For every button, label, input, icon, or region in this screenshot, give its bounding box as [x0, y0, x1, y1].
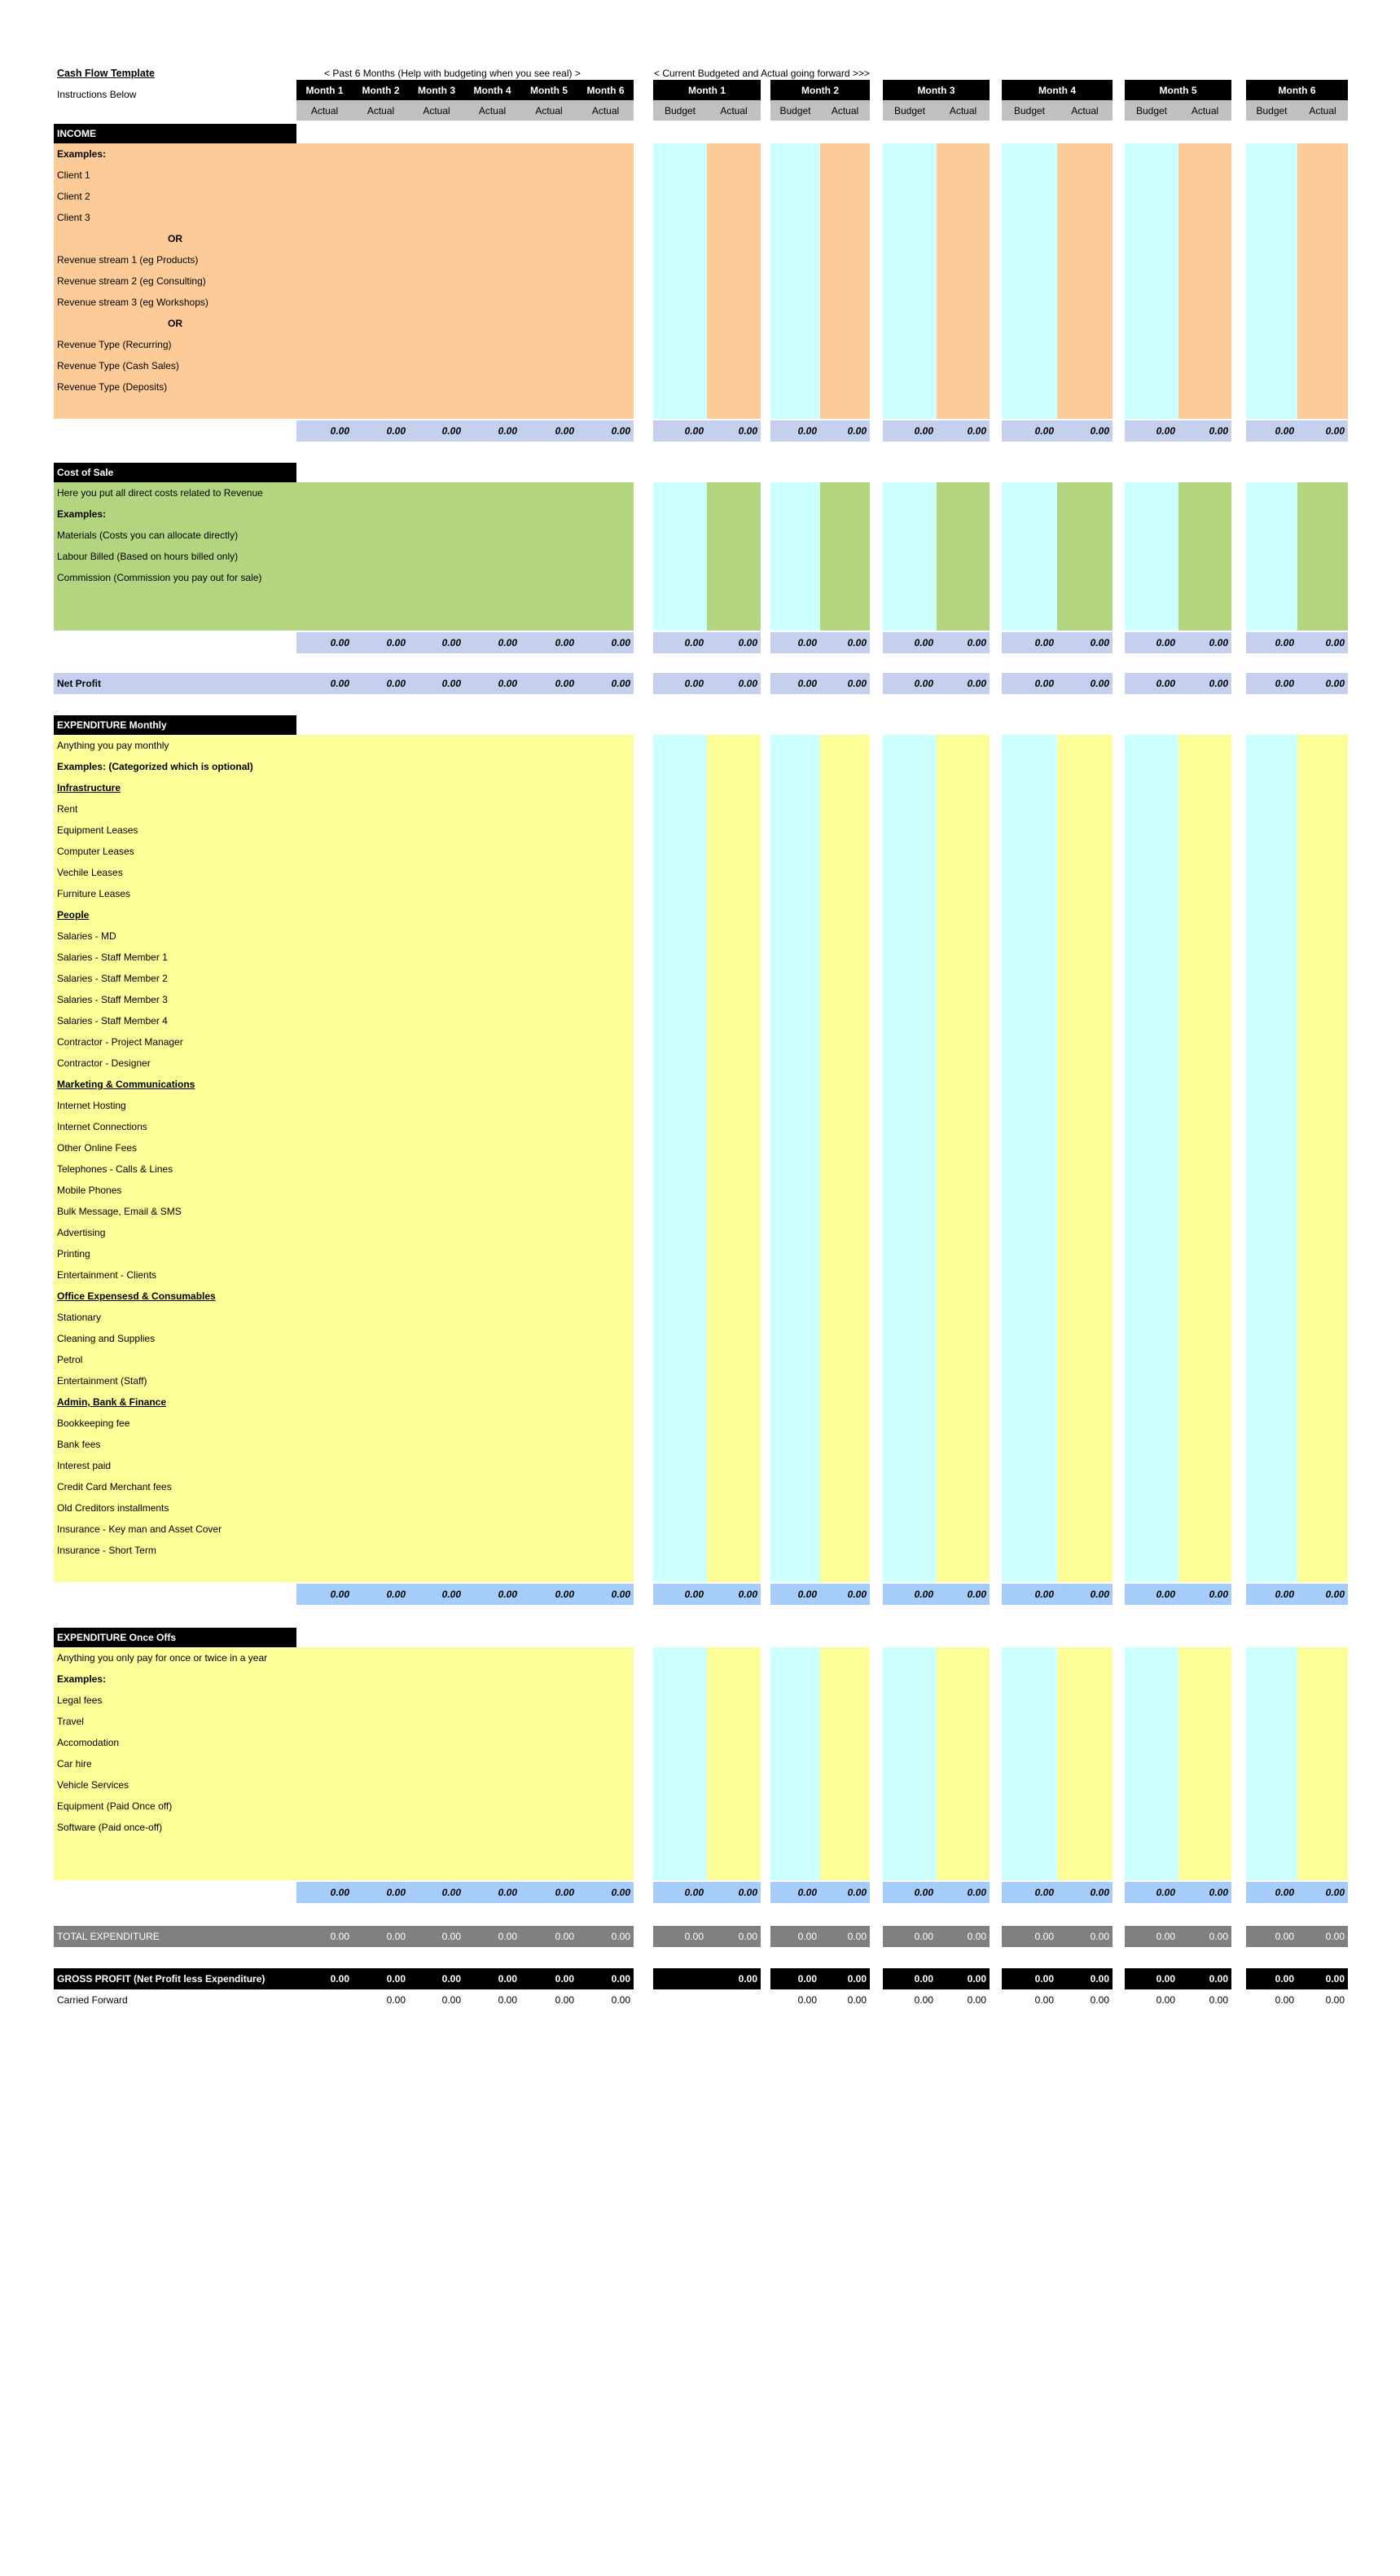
total-expenditure-budget-value: 0.00 — [883, 1926, 937, 1947]
monthly-actual-column[interactable] — [937, 735, 990, 1582]
carried-forward-actual-value: 0.00 — [1090, 1994, 1109, 2006]
net-profit-actual-value: 0.00 — [1178, 673, 1231, 694]
monthly-header: EXPENDITURE Monthly — [54, 715, 296, 735]
monthly-row-label: Furniture Leases — [57, 888, 131, 899]
income-actual-column[interactable] — [937, 143, 990, 419]
once-budget-column[interactable] — [883, 1647, 937, 1880]
monthly-row-label: Examples: (Categorized which is optional) — [57, 761, 253, 772]
past-month-header: Month 5 — [520, 80, 577, 100]
cost-total-budget-value: 0.00 — [653, 632, 707, 653]
monthly-row-label: Rent — [57, 803, 78, 815]
income-total-past-value: 0.00 — [464, 420, 520, 442]
once-total-actual-value: 0.00 — [820, 1882, 870, 1903]
income-budget-column[interactable] — [1246, 143, 1297, 419]
future-actual-header: Actual — [707, 100, 761, 121]
carried-forward-budget-value: 0.00 — [1156, 1994, 1175, 2006]
monthly-row-label: Cleaning and Supplies — [57, 1333, 156, 1344]
carried-forward-budget-value: 0.00 — [914, 1994, 933, 2006]
income-row-label: Client 1 — [57, 169, 90, 181]
gross-profit-label: GROSS PROFIT (Net Profit less Expenditure) — [54, 1968, 296, 1989]
once-row-label: Anything you only pay for once or twice in a year — [57, 1652, 268, 1664]
monthly-total-past-value: 0.00 — [296, 1584, 353, 1605]
income-total-budget-value: 0.00 — [770, 420, 820, 442]
monthly-row-label: Stationary — [57, 1312, 102, 1323]
cost-budget-column[interactable] — [1002, 482, 1057, 631]
cost-actual-column[interactable] — [1178, 482, 1231, 631]
income-total-past-value: 0.00 — [520, 420, 577, 442]
future-month-header: Month 3 — [883, 80, 990, 100]
monthly-row-label: Old Creditors installments — [57, 1502, 169, 1514]
total-expenditure-actual-value: 0.00 — [1178, 1926, 1231, 1947]
monthly-row-label: Salaries - Staff Member 3 — [57, 994, 168, 1005]
income-actual-column[interactable] — [1297, 143, 1348, 419]
income-budget-column[interactable] — [1125, 143, 1178, 419]
cost-row-label: Labour Billed (Based on hours billed only) — [57, 551, 239, 562]
monthly-row-label: Salaries - Staff Member 2 — [57, 973, 168, 984]
cost-row-label: Here you put all direct costs related to Revenue — [57, 487, 263, 499]
monthly-total-budget-value: 0.00 — [1125, 1584, 1178, 1605]
once-total-budget-value: 0.00 — [653, 1882, 707, 1903]
monthly-actual-column[interactable] — [707, 735, 761, 1582]
past-month-header: Month 4 — [464, 80, 520, 100]
carried-forward-budget-value: 0.00 — [1034, 1994, 1054, 2006]
income-total-actual-value: 0.00 — [1297, 420, 1348, 442]
income-actual-column[interactable] — [1057, 143, 1113, 419]
cost-budget-column[interactable] — [1125, 482, 1178, 631]
monthly-total-budget-value: 0.00 — [653, 1584, 707, 1605]
once-actual-column[interactable] — [1057, 1647, 1113, 1880]
monthly-row-label: Other Online Fees — [57, 1142, 138, 1154]
carried-forward-past-value: 0.00 — [555, 1994, 574, 2006]
income-total-past-value: 0.00 — [353, 420, 409, 442]
total-expenditure-budget-value: 0.00 — [1125, 1926, 1178, 1947]
cost-budget-column[interactable] — [883, 482, 937, 631]
net-profit-past-value: 0.00 — [577, 673, 634, 694]
cost-total-budget-value: 0.00 — [1002, 632, 1057, 653]
once-total-past-value: 0.00 — [520, 1882, 577, 1903]
future-actual-header: Actual — [1178, 100, 1231, 121]
income-header: INCOME — [54, 124, 296, 143]
income-row-label: OR — [168, 318, 182, 329]
carried-forward-actual-value: 0.00 — [847, 1994, 867, 2006]
monthly-row-label: Admin, Bank & Finance — [57, 1396, 167, 1408]
net-profit-actual-value: 0.00 — [1057, 673, 1113, 694]
net-profit-budget-value: 0.00 — [770, 673, 820, 694]
cost-row-label: Commission (Commission you pay out for sale) — [57, 572, 262, 583]
monthly-row-label: Equipment Leases — [57, 824, 138, 836]
future-month-header: Month 6 — [1246, 80, 1348, 100]
once-row-label: Examples: — [57, 1673, 107, 1685]
cost-total-past-value: 0.00 — [464, 632, 520, 653]
gross-profit-budget-value: 0.00 — [883, 1968, 937, 1989]
gross-profit-actual-value: 0.00 — [1178, 1968, 1231, 1989]
once-actual-column[interactable] — [707, 1647, 761, 1880]
net-profit-budget-value: 0.00 — [1246, 673, 1297, 694]
once-total-actual-value: 0.00 — [1178, 1882, 1231, 1903]
once-actual-column[interactable] — [1297, 1647, 1348, 1880]
gross-profit-actual-value: 0.00 — [707, 1968, 761, 1989]
once-total-actual-value: 0.00 — [1297, 1882, 1348, 1903]
once-row-label: Vehicle Services — [57, 1779, 129, 1791]
monthly-total-past-value: 0.00 — [464, 1584, 520, 1605]
total-expenditure-budget-value: 0.00 — [653, 1926, 707, 1947]
past-actual-header: Actual — [520, 100, 577, 121]
cost-actual-column[interactable] — [1297, 482, 1348, 631]
monthly-row-label: Advertising — [57, 1227, 106, 1238]
carried-forward-past-value: 0.00 — [441, 1994, 461, 2006]
monthly-row-label: Anything you pay monthly — [57, 740, 169, 751]
monthly-budget-column[interactable] — [883, 735, 937, 1582]
income-total-past-value: 0.00 — [577, 420, 634, 442]
cost-total-budget-value: 0.00 — [1246, 632, 1297, 653]
cost-total-past-value: 0.00 — [577, 632, 634, 653]
once-total-budget-value: 0.00 — [1246, 1882, 1297, 1903]
cost-actual-column[interactable] — [937, 482, 990, 631]
net-profit-past-value: 0.00 — [409, 673, 464, 694]
monthly-total-budget-value: 0.00 — [1246, 1584, 1297, 1605]
monthly-budget-column[interactable] — [653, 735, 707, 1582]
net-profit-past-value: 0.00 — [353, 673, 409, 694]
cost-actual-column[interactable] — [820, 482, 870, 631]
once-total-budget-value: 0.00 — [1125, 1882, 1178, 1903]
monthly-row-label: Bulk Message, Email & SMS — [57, 1206, 182, 1217]
income-total-actual-value: 0.00 — [1178, 420, 1231, 442]
monthly-row-label: Salaries - MD — [57, 930, 116, 942]
past-month-header: Month 3 — [409, 80, 464, 100]
cost-row-label: Examples: — [57, 508, 107, 520]
total-expenditure-past-value: 0.00 — [296, 1926, 353, 1947]
once-header: EXPENDITURE Once Offs — [54, 1628, 296, 1647]
monthly-row-label: Marketing & Communications — [57, 1079, 195, 1090]
monthly-actual-column[interactable] — [1297, 735, 1348, 1582]
gross-profit-past-value: 0.00 — [577, 1968, 634, 1989]
monthly-budget-column[interactable] — [1002, 735, 1057, 1582]
gross-profit-past-value: 0.00 — [409, 1968, 464, 1989]
monthly-row-label: Contractor - Project Manager — [57, 1036, 183, 1048]
future-budget-header: Budget — [770, 100, 820, 121]
monthly-row-label: Vechile Leases — [57, 867, 123, 878]
carried-forward-past-value: 0.00 — [611, 1994, 630, 2006]
once-total-past-value: 0.00 — [577, 1882, 634, 1903]
monthly-total-actual-value: 0.00 — [937, 1584, 990, 1605]
once-total-actual-value: 0.00 — [937, 1882, 990, 1903]
once-total-budget-value: 0.00 — [770, 1882, 820, 1903]
income-actual-column[interactable] — [1178, 143, 1231, 419]
gross-profit-actual-value: 0.00 — [1057, 1968, 1113, 1989]
once-row-label: Legal fees — [57, 1695, 103, 1706]
past-actual-header: Actual — [409, 100, 464, 121]
cost-total-actual-value: 0.00 — [1057, 632, 1113, 653]
income-row-label: Revenue stream 3 (eg Workshops) — [57, 297, 208, 308]
income-total-actual-value: 0.00 — [937, 420, 990, 442]
net-profit-past-value: 0.00 — [296, 673, 353, 694]
gross-profit-actual-value: 0.00 — [937, 1968, 990, 1989]
net-profit-actual-value: 0.00 — [820, 673, 870, 694]
once-budget-column[interactable] — [1002, 1647, 1057, 1880]
total-expenditure-actual-value: 0.00 — [1057, 1926, 1113, 1947]
cost-total-actual-value: 0.00 — [1297, 632, 1348, 653]
monthly-row-label: Printing — [57, 1248, 90, 1259]
total-expenditure-actual-value: 0.00 — [1297, 1926, 1348, 1947]
monthly-row-label: Insurance - Key man and Asset Cover — [57, 1523, 222, 1535]
net-profit-budget-value: 0.00 — [883, 673, 937, 694]
cost-total-past-value: 0.00 — [520, 632, 577, 653]
once-row-label: Equipment (Paid Once off) — [57, 1800, 173, 1812]
cost-total-past-value: 0.00 — [409, 632, 464, 653]
monthly-row-label: Infrastructure — [57, 782, 121, 793]
future-budget-header: Budget — [1125, 100, 1178, 121]
sheet-title[interactable]: Cash Flow Template — [57, 68, 155, 79]
income-row-label: Revenue Type (Deposits) — [57, 381, 168, 393]
income-row-label: Client 3 — [57, 212, 90, 223]
once-actual-column[interactable] — [1178, 1647, 1231, 1880]
income-total-actual-value: 0.00 — [707, 420, 761, 442]
once-row-label: Software (Paid once-off) — [57, 1822, 163, 1833]
past-month-header: Month 6 — [577, 80, 634, 100]
monthly-total-actual-value: 0.00 — [1178, 1584, 1231, 1605]
gross-profit-budget-value: 0.00 — [653, 1968, 707, 1989]
monthly-total-actual-value: 0.00 — [820, 1584, 870, 1605]
once-total-budget-value: 0.00 — [1002, 1882, 1057, 1903]
future-month-header: Month 5 — [1125, 80, 1231, 100]
past-month-header: Month 1 — [296, 80, 353, 100]
monthly-row-label: People — [57, 909, 90, 921]
total-expenditure-actual-value: 0.00 — [820, 1926, 870, 1947]
income-budget-column[interactable] — [883, 143, 937, 419]
net-profit-actual-value: 0.00 — [707, 673, 761, 694]
gross-profit-past-value: 0.00 — [520, 1968, 577, 1989]
monthly-actual-column[interactable] — [1057, 735, 1113, 1582]
once-actual-column[interactable] — [820, 1647, 870, 1880]
total-expenditure-past-value: 0.00 — [409, 1926, 464, 1947]
net-profit-actual-value: 0.00 — [937, 673, 990, 694]
gross-profit-past-value: 0.00 — [353, 1968, 409, 1989]
once-total-budget-value: 0.00 — [883, 1882, 937, 1903]
income-row-label: Revenue stream 2 (eg Consulting) — [57, 275, 206, 287]
monthly-total-past-value: 0.00 — [409, 1584, 464, 1605]
once-total-actual-value: 0.00 — [1057, 1882, 1113, 1903]
income-row-label: Revenue Type (Recurring) — [57, 339, 172, 350]
income-total-budget-value: 0.00 — [1246, 420, 1297, 442]
gross-profit-past-value: 0.00 — [464, 1968, 520, 1989]
future-month-header: Month 4 — [1002, 80, 1113, 100]
gross-profit-budget-value: 0.00 — [770, 1968, 820, 1989]
cost-total-actual-value: 0.00 — [820, 632, 870, 653]
cost-budget-column[interactable] — [653, 482, 707, 631]
once-budget-column[interactable] — [1246, 1647, 1297, 1880]
monthly-row-label: Telephones - Calls & Lines — [57, 1163, 173, 1175]
once-actual-column[interactable] — [937, 1647, 990, 1880]
future-month-header: Month 2 — [770, 80, 870, 100]
total-expenditure-budget-value: 0.00 — [770, 1926, 820, 1947]
monthly-row-label: Salaries - Staff Member 4 — [57, 1015, 168, 1026]
net-profit-past-value: 0.00 — [520, 673, 577, 694]
past-actual-header: Actual — [353, 100, 409, 121]
income-total-budget-value: 0.00 — [1002, 420, 1057, 442]
monthly-total-past-value: 0.00 — [520, 1584, 577, 1605]
monthly-row-label: Insurance - Short Term — [57, 1545, 156, 1556]
income-actual-column[interactable] — [707, 143, 761, 419]
total-expenditure-budget-value: 0.00 — [1246, 1926, 1297, 1947]
cost-total-past-value: 0.00 — [296, 632, 353, 653]
future-actual-header: Actual — [937, 100, 990, 121]
monthly-budget-column[interactable] — [1246, 735, 1297, 1582]
once-total-past-value: 0.00 — [353, 1882, 409, 1903]
net-profit-label: Net Profit — [54, 673, 296, 694]
past-actual-header: Actual — [296, 100, 353, 121]
income-row-label: Revenue stream 1 (eg Products) — [57, 254, 199, 266]
future-actual-header: Actual — [820, 100, 870, 121]
monthly-row-label: Computer Leases — [57, 846, 134, 857]
total-expenditure-past-value: 0.00 — [464, 1926, 520, 1947]
carried-forward-budget-value: 0.00 — [1275, 1994, 1294, 2006]
income-row-label: Client 2 — [57, 191, 90, 202]
cost-row-label: Materials (Costs you can allocate directly) — [57, 530, 239, 541]
income-total-actual-value: 0.00 — [1057, 420, 1113, 442]
carried-forward-actual-value: 0.00 — [1209, 1994, 1228, 2006]
cost-total-actual-value: 0.00 — [1178, 632, 1231, 653]
cost-actual-column[interactable] — [1057, 482, 1113, 631]
future-actual-header: Actual — [1057, 100, 1113, 121]
future-budget-header: Budget — [883, 100, 937, 121]
instructions-label: Instructions Below — [57, 89, 137, 100]
future-budget-header: Budget — [653, 100, 707, 121]
monthly-row-label: Credit Card Merchant fees — [57, 1481, 172, 1492]
monthly-total-budget-value: 0.00 — [770, 1584, 820, 1605]
monthly-budget-column[interactable] — [1125, 735, 1178, 1582]
total-expenditure-actual-value: 0.00 — [937, 1926, 990, 1947]
once-total-actual-value: 0.00 — [707, 1882, 761, 1903]
once-budget-column[interactable] — [653, 1647, 707, 1880]
monthly-total-actual-value: 0.00 — [1297, 1584, 1348, 1605]
income-total-budget-value: 0.00 — [653, 420, 707, 442]
cost-actual-column[interactable] — [707, 482, 761, 631]
monthly-total-actual-value: 0.00 — [707, 1584, 761, 1605]
future-budget-header: Budget — [1002, 100, 1057, 121]
gross-profit-budget-value: 0.00 — [1002, 1968, 1057, 1989]
monthly-row-label: Salaries - Staff Member 1 — [57, 952, 168, 963]
once-total-past-value: 0.00 — [464, 1882, 520, 1903]
once-budget-column[interactable] — [770, 1647, 820, 1880]
monthly-row-label: Office Expensesd & Consumables — [57, 1290, 216, 1302]
total-expenditure-past-value: 0.00 — [353, 1926, 409, 1947]
total-expenditure-label: TOTAL EXPENDITURE — [54, 1926, 296, 1947]
gross-profit-budget-value: 0.00 — [1246, 1968, 1297, 1989]
total-expenditure-actual-value: 0.00 — [707, 1926, 761, 1947]
cost-header: Cost of Sale — [54, 463, 296, 482]
once-row-label: Car hire — [57, 1758, 92, 1769]
total-expenditure-budget-value: 0.00 — [1002, 1926, 1057, 1947]
gross-profit-actual-value: 0.00 — [1297, 1968, 1348, 1989]
monthly-total-past-value: 0.00 — [353, 1584, 409, 1605]
cost-total-budget-value: 0.00 — [770, 632, 820, 653]
monthly-row-label: Mobile Phones — [57, 1185, 122, 1196]
net-profit-budget-value: 0.00 — [1002, 673, 1057, 694]
once-total-past-value: 0.00 — [296, 1882, 353, 1903]
income-budget-column[interactable] — [1002, 143, 1057, 419]
gross-profit-past-value: 0.00 — [296, 1968, 353, 1989]
gross-profit-actual-value: 0.00 — [820, 1968, 870, 1989]
monthly-actual-column[interactable] — [820, 735, 870, 1582]
monthly-row-label: Contractor - Designer — [57, 1057, 151, 1069]
cost-budget-column[interactable] — [770, 482, 820, 631]
monthly-budget-column[interactable] — [770, 735, 820, 1582]
income-actual-column[interactable] — [820, 143, 870, 419]
net-profit-past-value: 0.00 — [464, 673, 520, 694]
income-total-past-value: 0.00 — [409, 420, 464, 442]
carried-forward-past-value: 0.00 — [386, 1994, 406, 2006]
cost-total-actual-value: 0.00 — [937, 632, 990, 653]
cost-total-past-value: 0.00 — [353, 632, 409, 653]
past-months-note: < Past 6 Months (Help with budgeting when you see real) > — [324, 68, 581, 79]
cost-total-actual-value: 0.00 — [707, 632, 761, 653]
monthly-body — [54, 735, 634, 1582]
once-row-label: Accomodation — [57, 1737, 120, 1748]
past-actual-header: Actual — [464, 100, 520, 121]
total-expenditure-past-value: 0.00 — [520, 1926, 577, 1947]
cost-budget-column[interactable] — [1246, 482, 1297, 631]
net-profit-budget-value: 0.00 — [653, 673, 707, 694]
carried-forward-actual-value: 0.00 — [967, 1994, 986, 2006]
monthly-total-actual-value: 0.00 — [1057, 1584, 1113, 1605]
monthly-row-label: Internet Connections — [57, 1121, 147, 1132]
income-row-label: OR — [168, 233, 182, 244]
cost-total-budget-value: 0.00 — [1125, 632, 1178, 653]
monthly-row-label: Bank fees — [57, 1439, 101, 1450]
monthly-actual-column[interactable] — [1178, 735, 1231, 1582]
monthly-total-budget-value: 0.00 — [1002, 1584, 1057, 1605]
monthly-row-label: Interest paid — [57, 1460, 112, 1471]
monthly-row-label: Entertainment (Staff) — [57, 1375, 147, 1387]
monthly-total-budget-value: 0.00 — [883, 1584, 937, 1605]
once-row-label: Travel — [57, 1716, 84, 1727]
income-row-label: Examples: — [57, 148, 107, 160]
monthly-row-label: Bookkeeping fee — [57, 1418, 130, 1429]
cost-total-budget-value: 0.00 — [883, 632, 937, 653]
future-budget-header: Budget — [1246, 100, 1297, 121]
income-total-actual-value: 0.00 — [820, 420, 870, 442]
income-total-past-value: 0.00 — [296, 420, 353, 442]
monthly-row-label: Petrol — [57, 1354, 83, 1365]
net-profit-budget-value: 0.00 — [1125, 673, 1178, 694]
current-months-note: < Current Budgeted and Actual going forward >>> — [654, 68, 870, 79]
income-total-budget-value: 0.00 — [883, 420, 937, 442]
gross-profit-budget-value: 0.00 — [1125, 1968, 1178, 1989]
income-total-budget-value: 0.00 — [1125, 420, 1178, 442]
income-budget-column[interactable] — [653, 143, 707, 419]
carried-forward-actual-value: 0.00 — [1325, 1994, 1345, 2006]
income-row-label: Revenue Type (Cash Sales) — [57, 360, 179, 371]
once-total-past-value: 0.00 — [409, 1882, 464, 1903]
income-budget-column[interactable] — [770, 143, 820, 419]
monthly-row-label: Internet Hosting — [57, 1100, 126, 1111]
monthly-total-past-value: 0.00 — [577, 1584, 634, 1605]
carried-forward-past-value: 0.00 — [498, 1994, 517, 2006]
future-month-header: Month 1 — [653, 80, 761, 100]
net-profit-actual-value: 0.00 — [1297, 673, 1348, 694]
past-actual-header: Actual — [577, 100, 634, 121]
once-budget-column[interactable] — [1125, 1647, 1178, 1880]
monthly-row-label: Entertainment - Clients — [57, 1269, 157, 1281]
carried-forward-label: Carried Forward — [57, 1994, 128, 2006]
past-month-header: Month 2 — [353, 80, 409, 100]
future-actual-header: Actual — [1297, 100, 1348, 121]
carried-forward-budget-value: 0.00 — [797, 1994, 817, 2006]
total-expenditure-past-value: 0.00 — [577, 1926, 634, 1947]
